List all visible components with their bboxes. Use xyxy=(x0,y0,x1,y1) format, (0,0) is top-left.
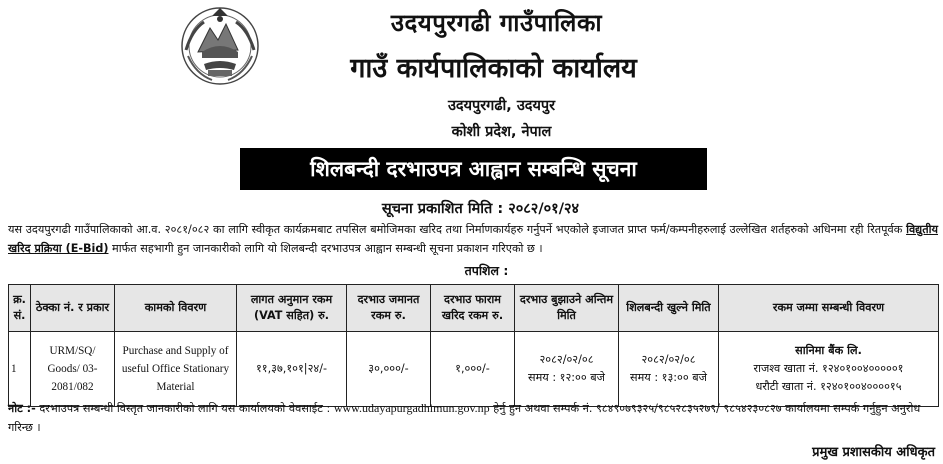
cell-contract-no: URM/SQ/ Goods/ 03-2081/082 xyxy=(31,332,115,407)
col-deposit-details: रकम जम्मा सम्बन्धी विवरण xyxy=(719,285,939,332)
office-address: उदयपुरगढी, उदयपुर xyxy=(447,98,556,114)
col-submission-date: दरभाउ बुझाउने अन्तिम मिति xyxy=(515,285,619,332)
cell-bid-security: ३०,०००/- xyxy=(347,332,431,407)
publication-date-value: २०८२/०१/२४ xyxy=(508,201,580,217)
details-heading: तपशिल : xyxy=(464,263,509,278)
cell-form-fee: १,०००/- xyxy=(431,332,515,407)
bank-name: सानिमा बैंक लि. xyxy=(795,344,862,357)
publication-date-label: सूचना प्रकाशित मिति : xyxy=(381,201,504,217)
col-contract-no: ठेक्का नं. र प्रकार xyxy=(31,285,115,332)
deposit-account: धरौटी खाता नं. १२४०१००४००००१५ xyxy=(755,380,902,393)
col-form-fee: दरभाउ फाराम खरिद रकम रु. xyxy=(431,285,515,332)
e-bid-highlight: विद्युतीय खरिद प्रक्रिया (E-Bid) xyxy=(8,223,938,255)
note-text-1: दरभाउपत्र सम्बन्धी विस्तृत जानकारीको लागि यस कार्यालयको वेवसाईट : xyxy=(39,402,331,415)
province-country: कोशी प्रदेश, नेपाल xyxy=(451,124,552,140)
cell-serial: 1 xyxy=(9,332,31,407)
col-cost-estimate: लागत अनुमान रकम (VAT सहित) रु. xyxy=(237,285,347,332)
signatory-title: प्रमुख प्रशासकीय अधिकृत xyxy=(812,445,935,460)
note-label: नोट :- xyxy=(8,402,36,415)
cell-work-description: Purchase and Supply of useful Office Stationary Material xyxy=(115,332,237,407)
municipality-name: उदयपुरगढी गाउँपालिका xyxy=(390,9,603,37)
col-bid-security: दरभाउ जमानत रकम रु. xyxy=(347,285,431,332)
cell-cost-estimate: ११,३७,१०१|२४/- xyxy=(237,332,347,407)
cell-submission-date xyxy=(515,332,619,407)
cell-deposit-details xyxy=(719,332,939,407)
col-opening-date: शिलबन्दी खुल्ने मिति xyxy=(619,285,719,332)
publication-date-line xyxy=(0,198,943,218)
note-paragraph xyxy=(8,399,938,437)
notice-body xyxy=(8,220,938,258)
revenue-account: राजश्व खाता नं. १२४०१००४०००००१ xyxy=(753,362,904,375)
opening-time: समय : १३:०० बजे xyxy=(630,371,707,384)
website-link[interactable]: www.udayapurgadhimun.gov.np xyxy=(333,401,490,415)
col-work-description: कामको विवरण xyxy=(115,285,237,332)
notice-title-banner: शिलबन्दी दरभाउपत्र आह्वान सम्बन्धि सूचना xyxy=(240,148,707,190)
notice-body-part2: मार्फत सहभागी हुन जानकारीको लागि यो शिलबन्दी दरभाउपत्र आह्वान सम्बन्धी सूचना प्रकाशन गरिएको छ । xyxy=(112,242,543,255)
submission-time: समय : १२:०० बजे xyxy=(528,371,605,384)
office-name: गाउँ कार्यपालिकाको कार्यालय xyxy=(350,53,637,84)
col-serial: क्र. सं. xyxy=(9,285,31,332)
table-row xyxy=(9,332,939,407)
table-header-row xyxy=(9,285,939,332)
opening-date: २०८२/०२/०८ xyxy=(641,353,696,366)
cell-opening-date xyxy=(619,332,719,407)
submission-date: २०८२/०२/०८ xyxy=(539,353,594,366)
notice-body-part1: यस उदयपुरगढी गाउँपालिकाको आ.व. २०८१/०८२ का लागि स्वीकृत कार्यक्रमबाट तपसिल बमोजिमका खरिद तथा निर्माणकार्यहरु गर्नुपर्ने भएकोले इजाजत प्राप्त फर्म/कम्पनीहरुलाई उल्लेखित शर्तहरुको अधिनमा रही रितपूर्वक xyxy=(8,223,903,236)
note-text-2: हेर्नु हुन अथवा सम्पर्क नं. ९८४९०७९३२५/९८५२८३५२७९/ ९८५४२३०८२७ कार्यालयमा सम्पर्क गर्नुहुन अनुरोध गरिन्छ । xyxy=(8,402,921,434)
tender-details-table xyxy=(8,284,939,407)
